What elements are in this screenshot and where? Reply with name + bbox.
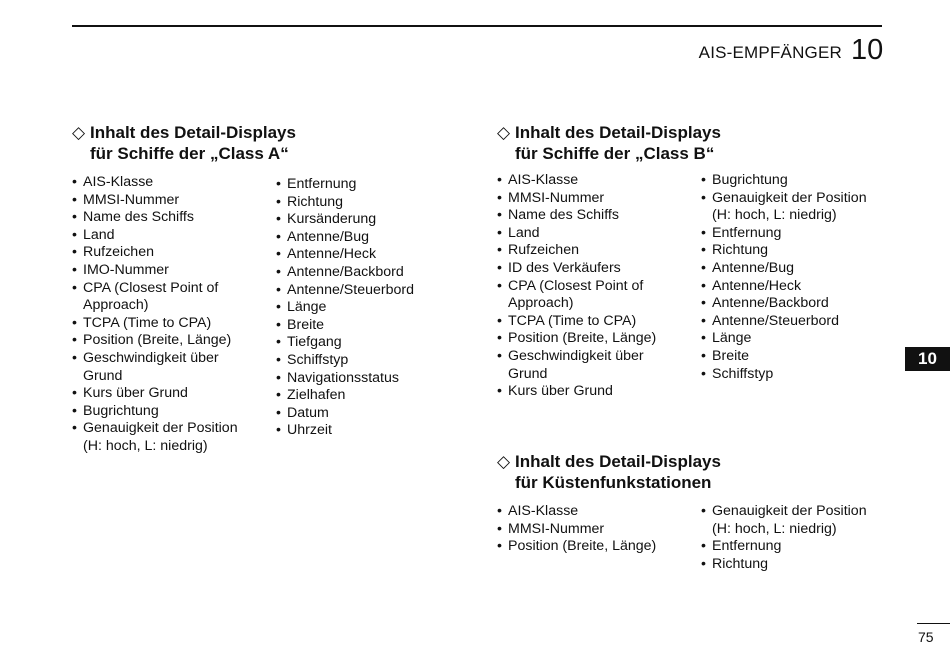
list-item [497,225,656,243]
list-item-text: • AIS-Klasse [83,174,154,190]
list-item-text: • Antenne/Steuerbord [287,281,414,298]
list-item-text: • Richtung [287,193,343,210]
list-item-continuation: Approach) [83,297,149,314]
list-item [276,246,414,264]
list-item [72,262,238,280]
coastal-list-col1 [497,503,656,556]
list-item [72,403,238,421]
list-item [497,172,656,190]
list-item [276,264,414,282]
list-item [701,538,867,556]
list-item [72,209,238,227]
list-item-continuation: (H: hoch, L: niedrig) [712,520,837,537]
list-item [276,282,414,300]
class-a-title-line2: für Schiffe der „Class A“ [90,144,289,163]
list-item [276,194,414,212]
list-item-text: • Antenne/Steuerbord [712,312,839,329]
list-item-text: • CPA (Closest Point of [83,279,219,296]
list-item-text: • Position (Breite, Länge) [83,332,232,349]
list-item-text: • Genauigkeit der Position [712,189,867,206]
list-item [497,503,656,521]
list-item-text: • Antenne/Backbord [287,263,404,280]
list-item-text: • Zielhafen [287,387,346,404]
list-item-text: • Schiffstyp [712,365,774,382]
list-item [72,174,238,192]
list-item [276,211,414,229]
list-item-text: • Kursänderung [287,211,377,228]
list-item-text: • Genauigkeit der Position [712,503,867,519]
list-item [276,299,414,317]
list-item [701,556,867,574]
list-item [72,315,238,333]
list-item-text: • TCPA (Time to CPA) [83,314,212,331]
list-item [276,370,414,388]
list-item-text: • Genauigkeit der Position [83,420,238,437]
list-item-text: • MMSI-Nummer [508,189,605,206]
list-item [497,242,656,260]
class-b-list-col2 [701,172,867,383]
list-item [701,313,867,331]
list-item [701,242,867,260]
page-number: 75 [918,629,934,645]
list-item-text: • AIS-Klasse [508,503,579,519]
list-item [276,422,414,440]
chapter-title: AIS-EMPFÄNGER [698,43,842,62]
list-item-text: • MMSI-Nummer [508,520,605,537]
list-item-text: • Antenne/Bug [287,228,370,245]
class-b-title-line2: für Schiffe der „Class B“ [515,144,715,163]
list-item [276,176,414,194]
list-item-text: • Entfernung [287,176,357,192]
list-item [497,330,656,348]
list-item [701,225,867,243]
list-item-text: • Schiffstyp [287,351,349,368]
list-item [701,260,867,278]
list-item [72,244,238,262]
list-item-text: • AIS-Klasse [508,172,579,188]
list-item [497,383,656,401]
list-item-continuation: (H: hoch, L: niedrig) [83,437,208,454]
list-item-text: • Datum [287,404,329,421]
list-item [72,280,238,315]
class-b-list-col1 [497,172,656,401]
list-item [497,260,656,278]
list-item-text: • Antenne/Heck [287,246,377,263]
list-item-text: • Richtung [712,555,768,572]
class-a-list-col1 [72,174,238,456]
chapter-number: 10 [851,34,884,66]
class-b-title-line1: Inhalt des Detail-Displays [515,123,721,142]
list-item-continuation: (H: hoch, L: niedrig) [712,207,837,224]
list-item-text: • Bugrichtung [83,402,159,419]
list-item-text: • Position (Breite, Länge) [508,538,657,555]
list-item-text: • TCPA (Time to CPA) [508,312,637,329]
list-item-text: • Kurs über Grund [83,385,188,402]
diamond-icon: ◇ [72,123,86,142]
list-item-text: • Antenne/Bug [712,259,795,276]
list-item [72,420,238,455]
list-item-text: • MMSI-Nummer [83,191,180,208]
list-item [701,348,867,366]
diamond-icon: ◇ [497,123,511,142]
list-item-continuation: Grund [508,365,548,382]
list-item [497,538,656,556]
list-item-text: • Bugrichtung [712,172,788,188]
list-item-text: • Antenne/Heck [712,277,802,294]
list-item [701,172,867,190]
list-item [701,190,867,225]
list-item-text: • Kurs über Grund [508,383,613,400]
list-item [497,207,656,225]
list-item-continuation: Approach) [508,295,574,312]
list-item-text: • Länge [287,299,327,316]
list-item [497,313,656,331]
diamond-icon: ◇ [497,452,511,471]
class-a-title-line1: Inhalt des Detail-Displays [90,123,296,142]
list-item-text: • Name des Schiffs [508,207,619,224]
list-item [276,405,414,423]
list-item [72,385,238,403]
list-item-text: • Antenne/Backbord [712,295,829,312]
list-item-text: • Land [508,224,540,241]
list-item-text: • Rufzeichen [83,244,154,261]
list-item-text: • Position (Breite, Länge) [508,330,657,347]
class-a-heading [72,122,296,164]
list-item-text: • Rufzeichen [508,242,579,259]
page-number-rule [917,623,950,624]
list-item [701,278,867,296]
chapter-side-tab: 10 [905,347,950,371]
list-item [72,227,238,245]
list-item-text: • Geschwindigkeit über [508,347,644,364]
list-item-text: • Geschwindigkeit über [83,349,219,366]
list-item-text: • Tiefgang [287,334,342,351]
list-item [276,317,414,335]
list-item-text: • Name des Schiffs [83,209,194,226]
list-item-text: • Navigationsstatus [287,369,399,386]
list-item [276,334,414,352]
list-item-text: • ID des Verkäufers [508,259,621,276]
coastal-title-line2: für Küstenfunkstationen [515,473,712,492]
coastal-heading [497,451,721,493]
coastal-title-line1: Inhalt des Detail-Displays [515,452,721,471]
list-item [276,229,414,247]
list-item [72,192,238,210]
class-a-list-col2 [276,176,414,440]
list-item-text: • Breite [287,316,325,333]
list-item [276,352,414,370]
list-item-text: • Richtung [712,242,768,259]
list-item [276,387,414,405]
list-item [497,521,656,539]
list-item-text: • CPA (Closest Point of [508,277,644,294]
list-item-text: • IMO-Nummer [83,261,169,278]
list-item-text: • Land [83,226,115,243]
top-rule [72,25,882,27]
list-item-text: • Entfernung [712,538,782,555]
list-item [72,332,238,350]
list-item [497,190,656,208]
list-item-text: • Entfernung [712,224,782,241]
list-item [72,350,238,385]
list-item [701,503,867,538]
coastal-list-col2 [701,503,867,573]
list-item [497,278,656,313]
list-item-text: • Uhrzeit [287,422,332,439]
list-item-text: • Breite [712,347,750,364]
list-item-continuation: Grund [83,367,123,384]
list-item [701,330,867,348]
class-b-heading [497,122,721,164]
list-item [497,348,656,383]
list-item-text: • Länge [712,330,752,347]
list-item [701,366,867,384]
list-item [701,295,867,313]
